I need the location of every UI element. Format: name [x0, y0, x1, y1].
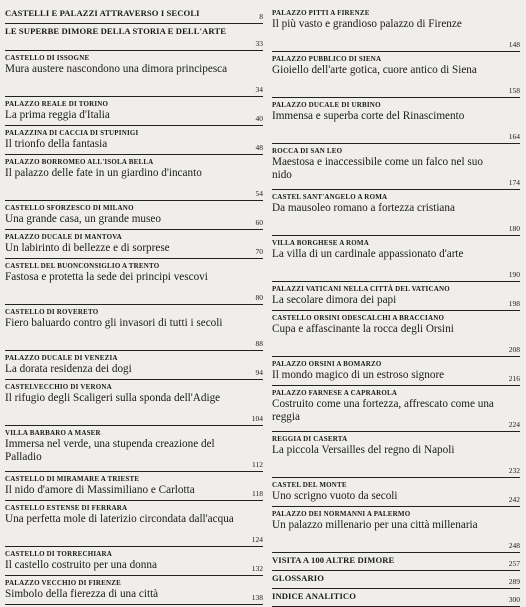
entry-title: Maestosa e inaccessibile come un falco nel suo nido [272, 156, 483, 181]
entry-title: Fastosa e protetta la sede dei principi vescovi [5, 271, 208, 283]
entry-location-label: PALAZZO DUCALE DI MANTOVA [5, 233, 122, 241]
toc-entry[interactable] [272, 553, 520, 571]
entry-title: Il trionfo della fantasia [5, 138, 108, 150]
entry-location-label: CASTELLO DI MIRAMARE A TRIESTE [5, 475, 140, 483]
entry-title: LE SUPERBE DIMORE DELLA STORIA E DELL'ARTE [5, 26, 227, 36]
entry-page-number: 40 [255, 114, 263, 123]
entry-page-number: 48 [255, 143, 263, 152]
entry-page-number: 158 [508, 86, 520, 95]
entry-title: La prima reggia d'Italia [5, 109, 110, 121]
entry-title: GLOSSARIO [272, 573, 325, 583]
entry-page-number: 8 [259, 12, 263, 21]
entry-page-number: 54 [255, 189, 263, 198]
toc-entry[interactable] [272, 386, 520, 432]
entry-page-number: 60 [255, 218, 263, 227]
entry-page-number: 148 [508, 40, 520, 49]
entry-location-label: VILLA BORGHESE A ROMA [272, 239, 369, 247]
entry-location-label: CASTELLO DI ROVERETO [5, 308, 99, 316]
entry-title: Costruito come una fortezza, affrescato come una reggia [272, 398, 494, 423]
toc-entry[interactable] [272, 190, 520, 236]
toc-entry[interactable] [272, 311, 520, 357]
entry-location-label: CASTEL SANT'ANGELO A ROMA [272, 193, 388, 201]
toc-entry[interactable] [5, 501, 263, 547]
toc-left-column [5, 6, 263, 605]
entry-page-number: 300 [508, 595, 520, 604]
entry-title: Il rifugio degli Scaligeri sulla sponda dell'Adige [5, 392, 221, 404]
entry-location-label: PALAZZI VATICANI NELLA CITTÀ DEL VATICANO [272, 285, 450, 293]
entry-page-number: 224 [508, 420, 520, 429]
entry-title: Una perfetta mole di laterizio circondata dall'acqua [5, 513, 234, 525]
entry-title: Uno scrigno vuoto da secoli [272, 490, 398, 502]
toc-entry[interactable] [272, 282, 520, 311]
entry-page-number: 124 [251, 535, 263, 544]
entry-location-label: CASTELLO ORSINI ODESCALCHI A BRACCIANO [272, 314, 445, 322]
entry-title: Simbolo della fierezza di una città [5, 588, 159, 600]
entry-title: VISITA A 100 ALTRE DIMORE [272, 555, 395, 565]
entry-title: Immensa e superba corte del Rinascimento [272, 110, 465, 122]
toc-entry[interactable] [272, 236, 520, 282]
toc-entry[interactable] [272, 52, 520, 98]
entry-title: Da mausoleo romano a fortezza cristiana [272, 202, 455, 214]
entry-title: Il palazzo delle fate in un giardino d'incanto [5, 167, 202, 179]
entry-page-number: 164 [508, 132, 520, 141]
entry-location-label: PALAZZO VECCHIO DI FIRENZE [5, 579, 121, 587]
entry-title: La villa di un cardinale appassionato d'arte [272, 248, 464, 260]
entry-location-label: CASTELVECCHIO DI VERONA [5, 383, 112, 391]
entry-page-number: 138 [251, 593, 263, 602]
entry-location-label: PALAZZINA DI CACCIA DI STUPINIGI [5, 129, 139, 137]
toc-entry[interactable] [272, 432, 520, 478]
entry-page-number: 257 [508, 559, 520, 568]
entry-location-label: CASTELL DEL BUONCONSIGLIO A TRENTO [5, 262, 160, 270]
entry-page-number: 198 [508, 299, 520, 308]
toc-entry[interactable] [272, 478, 520, 507]
entry-title: Un palazzo millenario per una città millenaria [272, 519, 478, 531]
entry-location-label: PALAZZO FARNESE A CAPRAROLA [272, 389, 398, 397]
toc-entry[interactable] [5, 351, 263, 380]
entry-title: La dorata residenza dei dogi [5, 363, 132, 375]
entry-page-number: 104 [251, 414, 263, 423]
toc-entry[interactable] [5, 24, 263, 51]
entry-page-number: 216 [508, 374, 520, 383]
toc-entry[interactable] [272, 507, 520, 553]
toc-entry[interactable] [272, 98, 520, 144]
toc-entry[interactable] [5, 576, 263, 605]
entry-page-number: 208 [508, 345, 520, 354]
entry-page-number: 118 [252, 489, 263, 498]
entry-title: Il mondo magico di un estroso signore [272, 369, 445, 381]
entry-title: Cupa e affascinante la rocca degli Orsini [272, 323, 454, 335]
entry-location-label: VILLA BARBARO A MASER [5, 429, 101, 437]
toc-entry[interactable] [5, 155, 263, 201]
toc-entry[interactable] [5, 259, 263, 305]
entry-page-number: 88 [255, 339, 263, 348]
toc-entry[interactable] [5, 97, 263, 126]
entry-page-number: 94 [255, 368, 263, 377]
entry-title: Gioiello dell'arte gotica, cuore antico di Siena [272, 64, 477, 76]
toc-entry[interactable] [272, 357, 520, 386]
entry-title: Fiero baluardo contro gli invasori di tutti i secoli [5, 317, 223, 329]
entry-page-number: 232 [508, 466, 520, 475]
entry-page-number: 112 [252, 460, 263, 469]
entry-title: INDICE ANALITICO [272, 591, 356, 601]
entry-page-number: 70 [255, 247, 263, 256]
toc-right-column [272, 6, 520, 607]
toc-entry[interactable] [5, 472, 263, 501]
entry-location-label: CASTELLO SFORZESCO DI MILANO [5, 204, 134, 212]
entry-page-number: 132 [251, 564, 263, 573]
entry-title: Immersa nel verde, una stupenda creazione del Palladio [5, 438, 215, 463]
entry-title: Il più vasto e grandioso palazzo di Firenze [272, 18, 462, 30]
entry-location-label: PALAZZO PITTI A FIRENZE [272, 9, 370, 17]
entry-location-label: PALAZZO ORSINI A BOMARZO [272, 360, 382, 368]
entry-title: Il nido d'amore di Massimiliano e Carlotta [5, 484, 195, 496]
toc-entry[interactable] [5, 380, 263, 426]
entry-location-label: PALAZZO PUBBLICO DI SIENA [272, 55, 382, 63]
entry-location-label: PALAZZO DEI NORMANNI A PALERMO [272, 510, 411, 518]
entry-page-number: 242 [508, 495, 520, 504]
entry-title: La secolare dimora dei papi [272, 294, 397, 306]
toc-entry[interactable] [5, 547, 263, 576]
entry-page-number: 190 [508, 270, 520, 279]
toc-entry[interactable] [272, 6, 520, 52]
entry-page-number: 33 [255, 39, 263, 48]
toc-entry[interactable] [5, 230, 263, 259]
entry-title: La piccola Versailles del regno di Napoli [272, 444, 455, 456]
entry-page-number: 180 [508, 224, 520, 233]
toc-entry[interactable] [5, 6, 263, 24]
entry-location-label: PALAZZO REALE DI TORINO [5, 100, 109, 108]
toc-entry[interactable] [5, 51, 263, 97]
entry-page-number: 174 [508, 178, 520, 187]
entry-page-number: 248 [508, 541, 520, 550]
entry-page-number: 289 [508, 577, 520, 586]
entry-location-label: CASTELLO DI TORRECHIARA [5, 550, 113, 558]
entry-title: Mura austere nascondono una dimora principesca [5, 63, 228, 75]
toc-entry[interactable] [5, 126, 263, 155]
entry-page-number: 80 [255, 293, 263, 302]
entry-title: Un labirinto di bellezze e di sorprese [5, 242, 170, 254]
toc-entry[interactable] [5, 305, 263, 351]
entry-location-label: REGGIA DI CASERTA [272, 435, 348, 443]
toc-entry[interactable] [5, 201, 263, 230]
toc-entry[interactable] [272, 589, 520, 607]
toc-entry[interactable] [272, 144, 520, 190]
entry-title: CASTELLI E PALAZZI ATTRAVERSO I SECOLI [5, 8, 200, 18]
entry-location-label: PALAZZO BORROMEO ALL'ISOLA BELLA [5, 158, 154, 166]
entry-location-label: PALAZZO DUCALE DI VENEZIA [5, 354, 118, 362]
entry-location-label: ROCCA DI SAN LEO [272, 147, 343, 155]
toc-entry[interactable] [272, 571, 520, 589]
entry-title: Il castello costruito per una donna [5, 559, 157, 571]
entry-title: Una grande casa, un grande museo [5, 213, 161, 225]
toc-entry[interactable] [5, 426, 263, 472]
entry-location-label: CASTELLO DI ISSOGNE [5, 54, 90, 62]
entry-location-label: CASTELLO ESTENSE DI FERRARA [5, 504, 128, 512]
entry-location-label: PALAZZO DUCALE DI URBINO [272, 101, 381, 109]
entry-location-label: CASTEL DEL MONTE [272, 481, 347, 489]
entry-page-number: 34 [255, 85, 263, 94]
